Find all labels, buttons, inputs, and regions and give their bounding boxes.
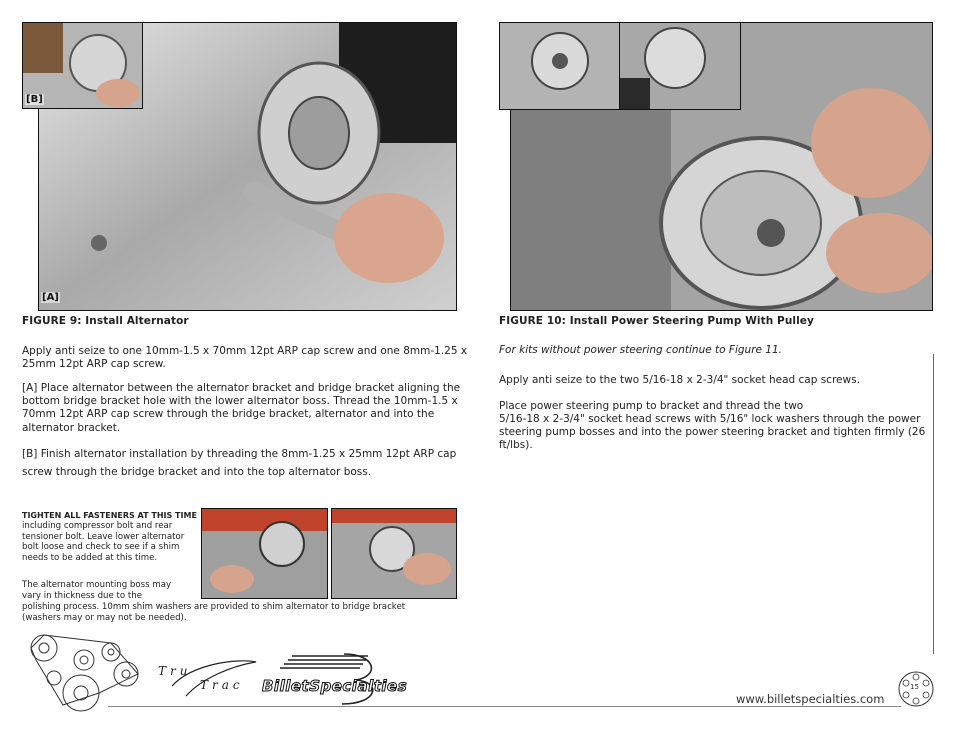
figure10-inset-photo-1	[499, 22, 621, 110]
billet-specialties-logo	[258, 650, 416, 706]
page-number-badge	[897, 670, 935, 708]
figure9-paragraph-3-line2: screw through the bridge bracket and into the top alternator boss.	[22, 466, 372, 478]
figure10-paragraph-2-line1: Place power steering pump to bracket and thread the two	[499, 400, 804, 412]
website-link[interactable]: www.billetspecialties.com	[736, 692, 885, 706]
figure10-paragraph-2-rest: 5/16-18 x 2-3/4" socket head screws with 5/16" lock washers through the power steering pump bosses and into the power steering bracket and tighten firmly (26 ft/lbs).	[499, 413, 926, 452]
billet-logo-text: BilletSpecialties	[262, 677, 408, 695]
note-line: The alternator mounting boss may	[22, 580, 172, 590]
note-line-3: polishing process. 10mm shim washers are provided to shim alternator to bridge bracket	[22, 602, 406, 612]
note-block-1	[22, 521, 202, 563]
photo-tag-b: [B]	[26, 94, 43, 105]
trutrac-logo-text-2: Trac	[200, 678, 244, 692]
footer-rule	[108, 706, 901, 707]
note-line: vary in thickness due to the	[22, 590, 142, 601]
note-line-4: (washers may or may not be needed).	[22, 613, 187, 623]
note-line: needs to be added at this time.	[22, 552, 158, 563]
figure10-inset-photo-2	[619, 22, 741, 110]
right-margin-rule	[933, 354, 934, 654]
figure10-title: FIGURE 10: Install Power Steering Pump With Pulley	[499, 315, 814, 327]
note-heading: TIGHTEN ALL FASTENERS AT THIS TIME	[22, 511, 197, 520]
photo-tag-a: [A]	[42, 292, 59, 303]
figure10-paragraph-1: Apply anti seize to the two 5/16-18 x 2-3/4" socket head cap screws.	[499, 374, 860, 386]
note-photo-left	[201, 508, 328, 599]
figure9-paragraph-2: [A] Place alternator between the alternator bracket and bridge bracket aligning the bottom bridge bracket hole with the lower alternator boss. Thread the 10mm-1.5 x 70mm 12pt ARP cap screw through the bridge bracket, alternator and into the alternator bracket.	[22, 382, 461, 434]
note-line: including compressor bolt and rear	[22, 521, 173, 531]
figure10-italic-note: For kits without power steering continue to Figure 11.	[499, 344, 783, 356]
note-photo-right	[331, 508, 457, 599]
figure9-paragraph-3-line1: [B] Finish alternator installation by threading the 8mm-1.25 x 25mm 12pt ARP cap	[22, 448, 457, 460]
trutrac-logo-text-1: Tru	[158, 664, 192, 678]
figure9-paragraph-1: Apply anti seize to one 10mm-1.5 x 70mm 12pt ARP cap screw and one 8mm-1.25 x 25mm 12pt ARP cap screw.	[22, 345, 468, 371]
note-line: bolt loose and check to see if a shim	[22, 542, 180, 553]
note-line: tensioner bolt. Leave lower alternator	[22, 531, 185, 542]
page-number: 15	[910, 683, 919, 691]
figure9-title: FIGURE 9: Install Alternator	[22, 315, 189, 327]
trutrac-logo	[152, 656, 262, 702]
note-block-2	[22, 580, 202, 601]
belt-diagram-icon	[26, 630, 150, 714]
